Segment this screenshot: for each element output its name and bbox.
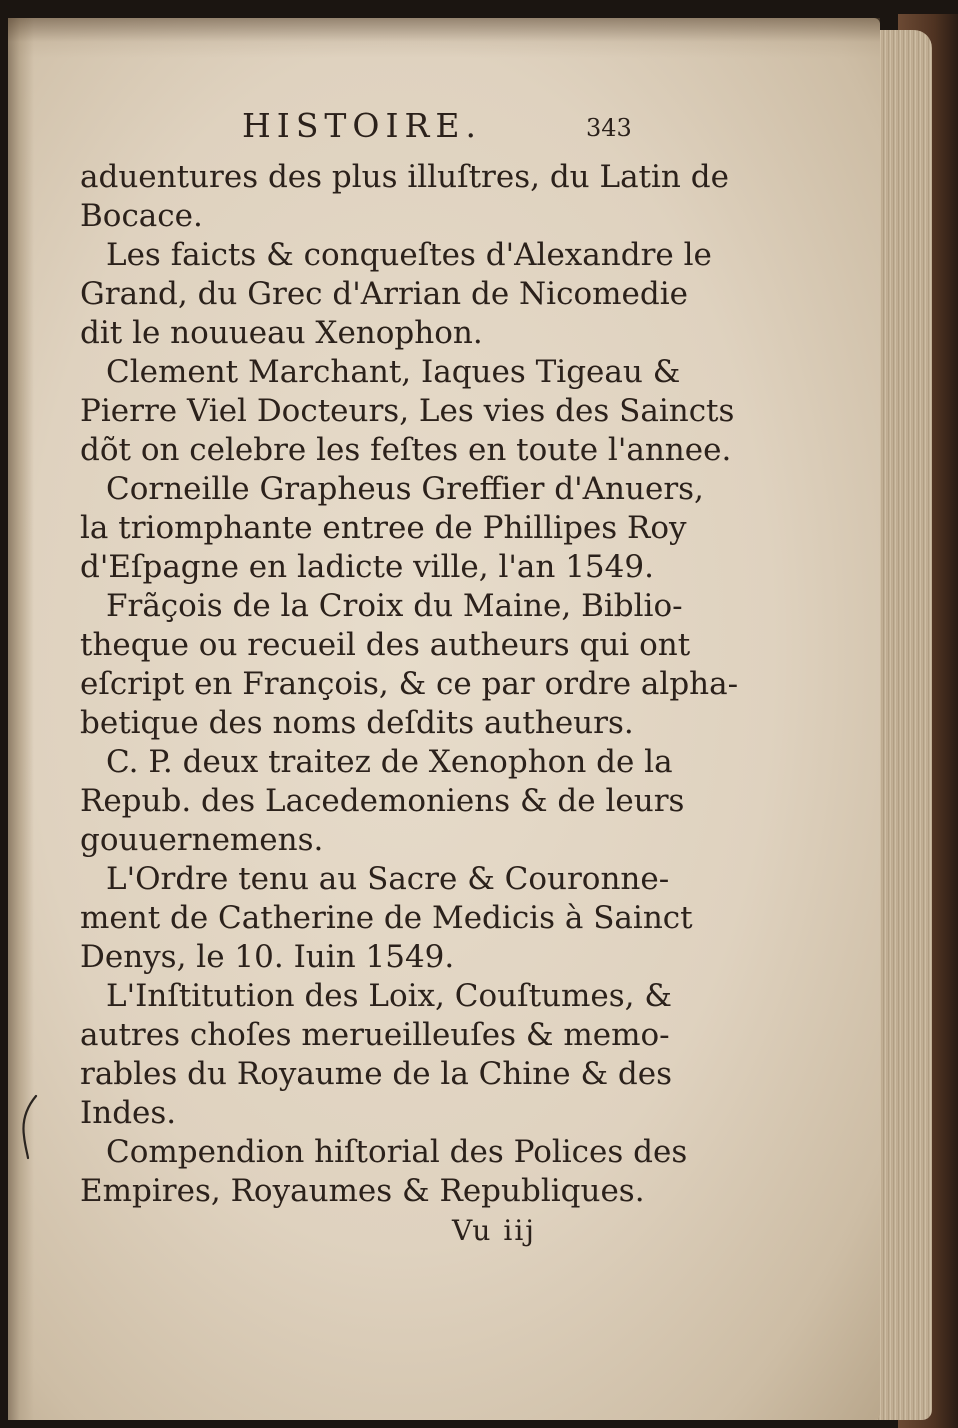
entry-line: betique des noms deſdits autheurs. — [80, 705, 634, 741]
entry — [80, 1133, 688, 1211]
entry-line: Empires, Royaumes & Republiques. — [80, 1173, 645, 1209]
entry-line: C. P. deux traitez de Xenophon de la — [106, 744, 673, 780]
entry — [80, 470, 704, 587]
pencil-bracket-mark — [16, 1092, 42, 1160]
entry — [80, 587, 739, 743]
entry-line: Indes. — [80, 1095, 177, 1131]
entry — [80, 860, 693, 977]
entry-line: Les faicts & conqueſtes d'Alexandre le — [106, 237, 712, 273]
entry-line: aduentures des plus illuſtres, du Latin de — [80, 159, 729, 195]
entry — [80, 743, 685, 860]
running-head-title: HISTOIRE. — [242, 106, 482, 145]
entry-line: Grand, du Grec d'Arrian de Nicomedie — [80, 276, 688, 312]
entry-line: eſcript en François, & ce par ordre alpha- — [80, 666, 739, 702]
page-text — [80, 100, 739, 1250]
running-head — [80, 100, 670, 158]
entry-line: theque ou recueil des autheurs qui ont — [80, 627, 691, 663]
entry-line: dõt on celebre les feſtes en toute l'annee. — [80, 432, 732, 468]
entry-line: la triomphante entree de Phillipes Roy — [80, 510, 687, 546]
entry-line: Denys, le 10. Iuin 1549. — [80, 939, 455, 975]
page-number: 343 — [586, 114, 632, 142]
entry — [80, 236, 712, 353]
entry-line: Repub. des Lacedemoniens & de leurs — [80, 783, 685, 819]
entry-line: Clement Marchant, Iaques Tigeau & — [106, 354, 681, 390]
entry-line: rables du Royaume de la Chine & des — [80, 1056, 672, 1092]
entry-line: dit le nouueau Xenophon. — [80, 315, 483, 351]
entry — [80, 977, 670, 1133]
entry-line: L'Ordre tenu au Sacre & Couronne- — [106, 861, 670, 897]
entry-line: Corneille Grapheus Greffier d'Anuers, — [106, 471, 704, 507]
page-top-shadow — [8, 18, 880, 58]
entry-line: ment de Catherine de Medicis à Sainct — [80, 900, 693, 936]
entry-line: Bocace. — [80, 198, 203, 234]
page-gutter-shadow — [8, 18, 34, 1420]
entry-line: d'Eſpagne en ladicte ville, l'an 1549. — [80, 549, 654, 585]
entry-line: L'Inſtitution des Loix, Couſtumes, & — [106, 978, 672, 1014]
entry-line: Pierre Viel Docteurs, Les vies des Saincts — [80, 393, 735, 429]
entry-line: Frãçois de la Croix du Maine, Biblio- — [106, 588, 683, 624]
entry-line: gouuernemens. — [80, 822, 324, 858]
entry — [80, 353, 735, 470]
entry-line: Compendion hiſtorial des Polices des — [106, 1134, 688, 1170]
signature-mark: Vu iij — [452, 1214, 536, 1247]
entry-line: autres choſes merueilleuſes & memo- — [80, 1017, 670, 1053]
entry — [80, 158, 729, 236]
